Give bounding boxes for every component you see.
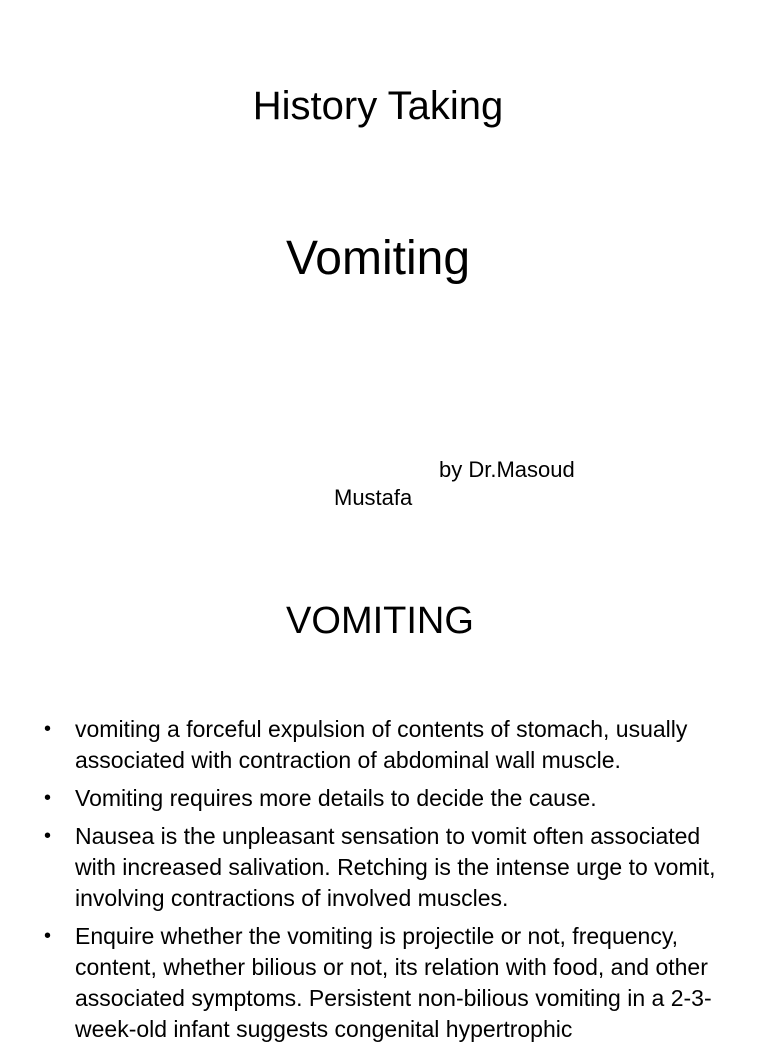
bullet-dot-icon: • bbox=[44, 925, 52, 947]
slide-title: History Taking bbox=[252, 84, 504, 128]
bullet-item bbox=[44, 714, 744, 776]
bullet-text: Vomiting requires more details to decide the cause. bbox=[75, 785, 597, 811]
content-slide bbox=[0, 566, 768, 1042]
author-line-2: Mustafa bbox=[334, 485, 413, 510]
bullet-text: Nausea is the unpleasant sensation to vomit often associated with increased salivation. Retching is the intense urge to vomit, involving contractions of involved muscles. bbox=[75, 823, 716, 911]
bullet-dot-icon: • bbox=[44, 787, 52, 809]
slide-subtitle: Vomiting bbox=[285, 232, 471, 285]
bullet-dot-icon: • bbox=[44, 825, 52, 847]
author-line-1: by Dr.Masoud bbox=[439, 457, 575, 482]
bullet-text: Enquire whether the vomiting is projectile or not, frequency, content, whether bilious or not, its relation with food, and other associated symptoms. Persistent non-bilious vomiting in a 2-3-week-old infant suggests congenital hypertrophic bbox=[75, 923, 712, 1042]
bullet-item bbox=[44, 821, 744, 914]
bullet-list bbox=[44, 714, 744, 1052]
bullet-dot-icon: • bbox=[44, 718, 52, 740]
bullet-text: vomiting a forceful expulsion of contents of stomach, usually associated with contraction of abdominal wall muscle. bbox=[75, 716, 688, 773]
slide-heading: VOMITING bbox=[286, 600, 474, 642]
bullet-item bbox=[44, 921, 744, 1045]
bullet-item bbox=[44, 783, 744, 814]
